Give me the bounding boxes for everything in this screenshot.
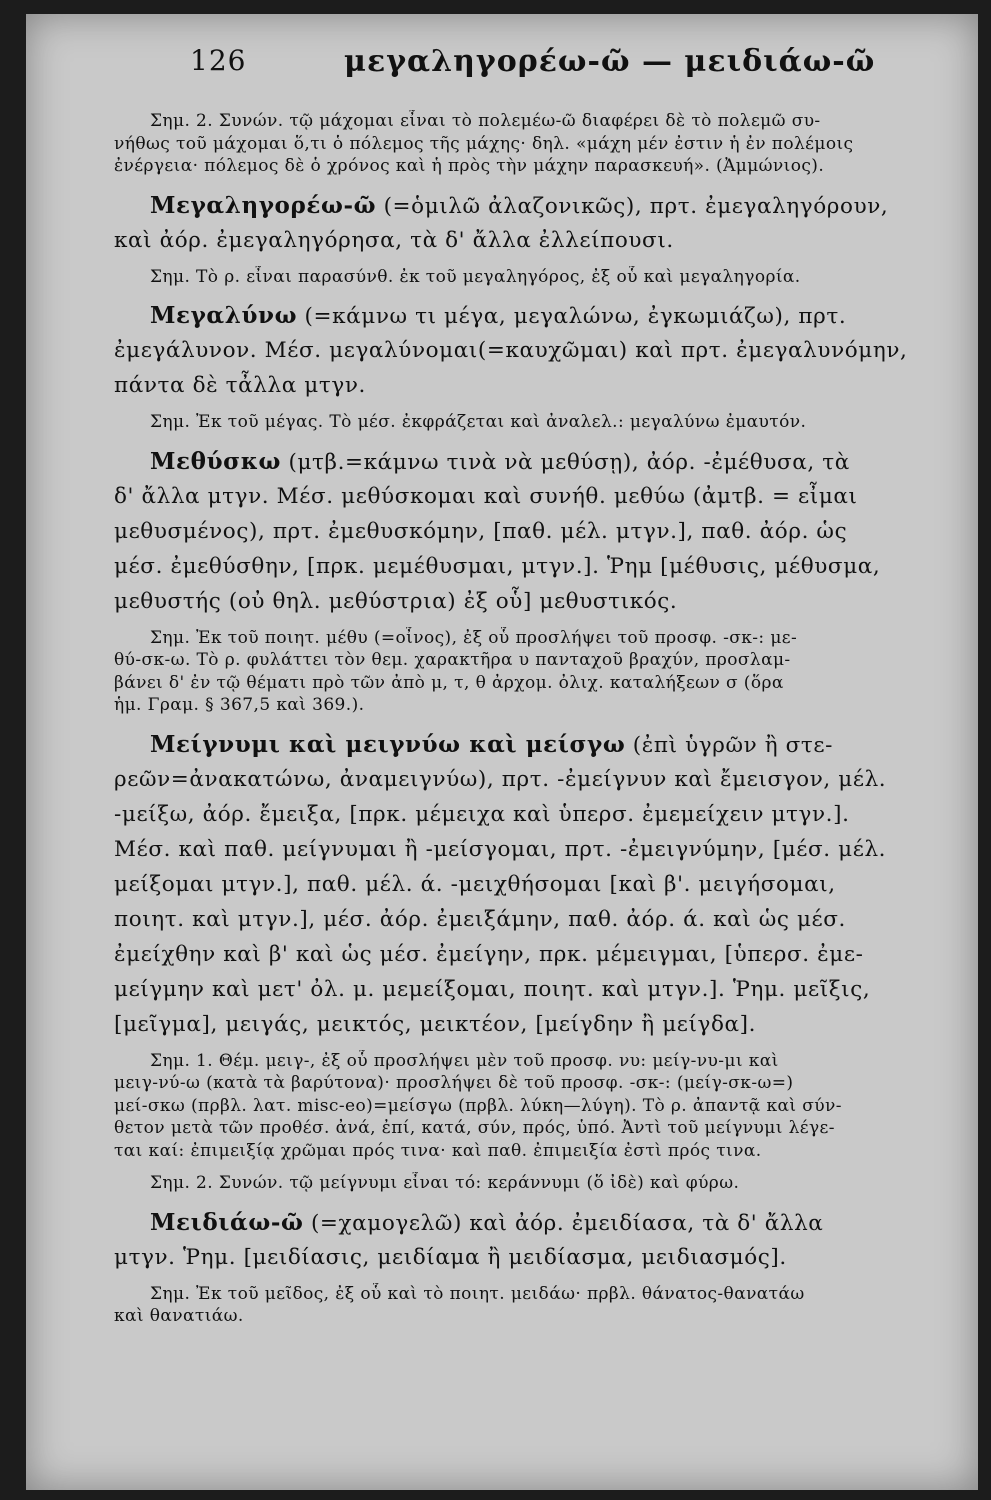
running-head: μεγαληγορέω-ῶ — μειδιάω-ῶ [344, 44, 876, 79]
line-text: Σημ. Ἐκ τοῦ μεῖδος, ἐξ οὗ καὶ τὸ ποιητ. μειδάω· πρβλ. θάνατος-θανατάω [150, 1283, 805, 1304]
note-line [114, 266, 964, 289]
line-text: θετον μετὰ τῶν προθέσ. ἀνά, ἐπί, κατά, σύν, πρός, ὑπό. Ἀντὶ τοῦ μείγνυμι λέγε- [114, 1118, 835, 1138]
entry-headword: Μεγαληγορέω-ῶ [150, 191, 377, 219]
line-text: μεθυσμένος), πρτ. ἐμεθυσκόμην, [παθ. μέλ. μτγν.], παθ. ἀόρ. ὡς [114, 518, 848, 544]
entry-note [114, 1283, 964, 1328]
line-text: (μτβ.=κάμνω τινὰ νὰ μεθύσῃ), ἀόρ. -ἐμέθυσα, τὰ [288, 449, 850, 475]
entry-headword: Μεθύσκω [150, 447, 282, 475]
line-text: μτγν. Ῥημ. [μειδίασις, μειδίαμα ἢ μειδίασμα, μειδιασμός]. [114, 1244, 787, 1270]
note-line [114, 110, 964, 133]
line-text: [μεῖγμα], μειγάς, μεικτός, μεικτέον, [μείγδην ἢ μείγδα]. [114, 1011, 757, 1037]
dictionary-entry [114, 1205, 964, 1275]
entry-line [114, 333, 964, 368]
note-line [114, 1305, 964, 1328]
line-text: Σημ. 2. Συνών. τῷ μείγνυμι εἶναι τό: κεράννυμι (ὅ ἰδὲ) καὶ φύρω. [150, 1173, 740, 1193]
line-text: ποιητ. καὶ μτγν.], μέσ. ἀόρ. ἐμειξάμην, παθ. ἀόρ. ά. καὶ ὡς μέσ. [114, 906, 846, 932]
page-header [26, 44, 978, 84]
entry-note [114, 1050, 964, 1163]
note-line [114, 411, 964, 434]
line-text: δ' ἄλλα μτγν. Μέσ. μεθύσκομαι καὶ συνήθ. μεθύω (ἀμτβ. = εἶμαι [114, 483, 858, 509]
entry-line [114, 937, 964, 972]
spacer [114, 288, 964, 298]
entry-note [114, 1172, 964, 1195]
entry-line [114, 368, 964, 403]
entry-note [114, 110, 964, 178]
spacer [114, 1195, 964, 1205]
entry-line [114, 549, 964, 584]
note-line [114, 155, 964, 178]
line-text: θύ-σκ-ω. Τὸ ρ. φυλάττει τὸν θεμ. χαρακτῆρα υ πανταχοῦ βραχύν, προσλαμ- [114, 650, 791, 670]
note-line [114, 1140, 964, 1163]
line-text: μέσ. ἐμεθύσθην, [πρκ. μεμέθυσμαι, μτγν.]. Ῥημ [μέθυσις, μέθυσμα, [114, 553, 881, 579]
dictionary-body [114, 110, 964, 1338]
line-text: νήθως τοῦ μάχομαι ὅ,τι ὁ πόλεμος τῆς μάχης· δηλ. «μάχη μέν ἐστιν ἡ ἐν πολέμοις [114, 133, 854, 154]
entry-line [114, 902, 964, 937]
entry-note [114, 266, 964, 289]
note-line [114, 1072, 964, 1095]
line-text: ρεῶν=ἀνακατώνω, ἀναμειγνύω), πρτ. -ἐμείγνυν καὶ ἔμεισγον, μέλ. [114, 766, 887, 792]
note-line [114, 672, 964, 695]
spacer [114, 1275, 964, 1283]
entry-note [114, 411, 964, 434]
line-text: ἡμ. Γραμ. § 367,5 καὶ 369.). [114, 695, 365, 715]
note-line [114, 627, 964, 650]
entry-line [114, 797, 964, 832]
spacer [114, 434, 964, 444]
entry-line [114, 1240, 964, 1275]
entry-line [114, 762, 964, 797]
line-text: Σημ. 1. Θέμ. μειγ-, ἐξ οὗ προσλήψει μὲν τοῦ προσφ. νυ: μείγ-νυ-μι καὶ [150, 1050, 779, 1071]
dictionary-entry [114, 188, 964, 258]
line-text: πάντα δὲ τἆλλα μτγν. [114, 373, 366, 398]
spacer [114, 717, 964, 727]
line-text: ἐμείχθην καὶ β' καὶ ὡς μέσ. ἐμείγην, πρκ. μέμειγμαι, [ὑπερσ. ἐμε- [114, 941, 864, 967]
entry-line [114, 727, 964, 762]
line-text: Σημ. Ἐκ τοῦ μέγας. Τὸ μέσ. ἐκφράζεται καὶ ἀναλελ.: μεγαλύνω ἐμαυτόν. [150, 412, 807, 432]
entry-line [114, 188, 964, 223]
entry-line [114, 832, 964, 867]
entry-line [114, 298, 964, 333]
dictionary-entry [114, 727, 964, 1042]
line-text: -μείξω, ἀόρ. ἔμειξα, [πρκ. μέμειχα καὶ ὑπερσ. ἐμεμείχειν μτγν.]. [114, 801, 850, 827]
note-line [114, 1283, 964, 1306]
entry-line [114, 223, 964, 258]
line-text: καὶ θανατιάω. [114, 1306, 244, 1326]
line-text: Σημ. Ἐκ τοῦ ποιητ. μέθυ (=οἶνος), ἐξ οὗ προσλήψει τοῦ προσφ. -σκ-: με- [150, 627, 798, 648]
page [26, 14, 978, 1490]
line-text: (=κάμνω τι μέγα, μεγαλώνω, ἐγκωμιάζω), πρτ. [304, 304, 847, 329]
line-text: (=χαμογελῶ) καὶ ἀόρ. ἐμειδίασα, τὰ δ' ἄλλα [310, 1210, 824, 1236]
spacer [114, 403, 964, 411]
entry-line [114, 584, 964, 619]
entry-line [114, 1205, 964, 1240]
line-text: μείξομαι μτγν.], παθ. μέλ. ά. -μειχθήσομαι [καὶ β'. μειγήσομαι, [114, 871, 836, 897]
dictionary-entry [114, 444, 964, 619]
entry-line [114, 867, 964, 902]
note-line [114, 694, 964, 717]
note-line [114, 649, 964, 672]
entry-headword: Μείγνυμι καὶ μειγνύω καὶ μείσγω [150, 730, 626, 758]
page-number: 126 [190, 44, 247, 77]
line-text: βάνει δ' ἐν τῷ θέματι πρὸ τῶν ἀπὸ μ, τ, θ ἀρχομ. ὀλιχ. καταλήξεων σ (ὅρα [114, 672, 784, 693]
line-text: καὶ ἀόρ. ἐμεγαληγόρησα, τὰ δ' ἄλλα ἐλλείπουσι. [114, 227, 674, 253]
entry-line [114, 972, 964, 1007]
entry-headword: Μειδιάω-ῶ [150, 1208, 304, 1236]
line-text: ἐνέργεια· πόλεμος δὲ ὁ χρόνος καὶ ἡ πρὸς τὴν μάχην παρασκευή». (Ἀμμώνιος). [114, 156, 825, 176]
spacer [114, 1328, 964, 1338]
spacer [114, 178, 964, 188]
line-text: μεθυστής (οὐ θηλ. μεθύστρια) ἐξ οὗ] μεθυστικός. [114, 588, 678, 614]
note-line [114, 1172, 964, 1195]
note-line [114, 1117, 964, 1140]
line-text: μειγ-νύ-ω (κατὰ τὰ βαρύτονα)· προσλήψει δὲ τοῦ προσφ. -σκ-: (μείγ-σκ-ω=) [114, 1073, 794, 1093]
entry-headword: Μεγαλύνω [150, 302, 298, 329]
note-line [114, 1095, 964, 1118]
spacer [114, 1162, 964, 1172]
line-text: ἐμεγάλυνον. Μέσ. μεγαλύνομαι(=καυχῶμαι) καὶ πρτ. ἐμεγαλυνόμην, [114, 338, 908, 363]
line-text: (=ὁμιλῶ ἀλαζονικῶς), πρτ. ἐμεγαληγόρουν, [383, 193, 889, 219]
spacer [114, 258, 964, 266]
line-text: Σημ. 2. Συνών. τῷ μάχομαι εἶναι τὸ πολεμέω-ῶ διαφέρει δὲ τὸ πολεμῶ συ- [150, 111, 821, 131]
dictionary-entry [114, 298, 964, 403]
entry-line [114, 444, 964, 479]
entry-line [114, 1007, 964, 1042]
line-text: μεί-σκω (πρβλ. λατ. misc-eo)=μείσγω (πρβλ. λύκη—λύγη). Τὸ ρ. ἀπαντᾷ καὶ σύν- [114, 1095, 842, 1116]
line-text: (ἐπὶ ὑγρῶν ἢ στε- [632, 732, 833, 758]
entry-line [114, 514, 964, 549]
note-line [114, 1050, 964, 1073]
line-text: Μέσ. καὶ παθ. μείγνυμαι ἢ -μείσγομαι, πρτ. -ἐμειγνύμην, [μέσ. μέλ. [114, 836, 887, 862]
line-text: ται καί: ἐπιμειξίᾳ χρῶμαι πρός τινα· καὶ παθ. ἐπιμειξία ἐστὶ πρός τινα. [114, 1140, 762, 1161]
line-text: μείγμην καὶ μετ' ὀλ. μ. μεμείξομαι, ποιητ. καὶ μτγν.]. Ῥημ. μεῖξις, [114, 976, 871, 1002]
spacer [114, 1042, 964, 1050]
line-text: Σημ. Τὸ ρ. εἶναι παρασύνθ. ἐκ τοῦ μεγαληγόρος, ἐξ οὗ καὶ μεγαληγορία. [150, 266, 801, 287]
entry-note [114, 627, 964, 717]
spacer [114, 619, 964, 627]
entry-line [114, 479, 964, 514]
note-line [114, 133, 964, 156]
